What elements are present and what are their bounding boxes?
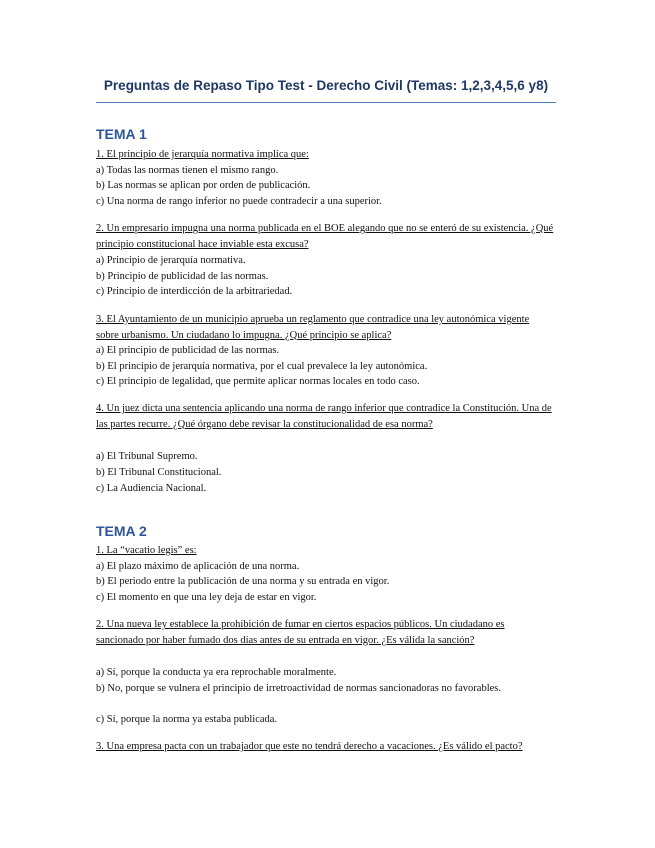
tema1-question-2: 2. Un empresario impugna una norma publicada en el BOE alegando que no se enteró de su existencia. ¿Qué principio constitucional hace inviable esta excusa? — [96, 223, 554, 250]
title-divider — [96, 102, 556, 103]
tema2-q2-option-c: c) Sí, porque la norma ya estaba publicada. — [96, 714, 278, 725]
tema2-question-2: 2. Una nueva ley establece la prohibición de fumar en ciertos espacios públicos. Un ciudadano es sancionado por haber fumado dos días antes de su entrada en vigor. ¿Es válida la sanción? — [96, 619, 505, 646]
document-title: Preguntas de Repaso Tipo Test - Derecho Civil (Temas: 1,2,3,4,5,6 y8) — [103, 78, 549, 93]
tema1-q1-option-b: b) Las normas se aplican por orden de publicación. — [96, 180, 311, 191]
tema2-q2-option-a: a) Sí, porque la conducta ya era reprochable moralmente. — [96, 667, 337, 678]
tema1-question-4: 4. Un juez dicta una sentencia aplicando una norma de rango inferior que contradice la Constitución. Una de las partes recurre. ¿Qué órgano debe revisar la constitucionalidad de esa norma? — [96, 403, 552, 430]
tema1-question-1: 1. El principio de jerarquía normativa implica que: — [96, 149, 309, 160]
tema1-q1-option-a: a) Todas las normas tienen el mismo rango. — [96, 165, 279, 176]
tema1-q3-option-c: c) El principio de legalidad, que permite aplicar normas locales en todo caso. — [96, 376, 420, 387]
tema2-question-3: 3. Una empresa pacta con un trabajador que este no tendrá derecho a vacaciones. ¿Es válido el pacto? — [96, 741, 523, 752]
tema2-q1-option-b: b) El periodo entre la publicación de una norma y su entrada en vigor. — [96, 576, 390, 587]
tema1-q4-option-b: b) El Tribunal Constitucional. — [96, 467, 222, 478]
tema1-q2-option-c: c) Principio de interdicción de la arbitrariedad. — [96, 286, 293, 297]
tema2-q2-option-b: b) No, porque se vulnera el principio de irretroactividad de normas sancionadoras no favorables. — [96, 683, 501, 694]
tema-1-heading: TEMA 1 — [96, 126, 147, 142]
tema1-q4-option-a: a) El Tribunal Supremo. — [96, 451, 198, 462]
tema1-q4-option-c: c) La Audiencia Nacional. — [96, 483, 207, 494]
tema1-q1-option-c: c) Una norma de rango inferior no puede contradecir a una superior. — [96, 196, 382, 207]
tema1-q3-option-a: a) El principio de publicidad de las normas. — [96, 345, 280, 356]
tema2-question-1: 1. La “vacatio legis” es: — [96, 545, 197, 556]
tema2-q1-option-a: a) El plazo máximo de aplicación de una norma. — [96, 561, 300, 572]
tema1-q2-option-b: b) Principio de publicidad de las normas. — [96, 271, 269, 282]
tema1-q3-option-b: b) El principio de jerarquía normativa, por el cual prevalece la ley autonómica. — [96, 361, 428, 372]
tema-2-heading: TEMA 2 — [96, 523, 147, 539]
tema1-q2-option-a: a) Principio de jerarquía normativa. — [96, 255, 246, 266]
tema2-q1-option-c: c) El momento en que una ley deja de estar en vigor. — [96, 592, 317, 603]
tema1-question-3: 3. El Ayuntamiento de un municipio aprueba un reglamento que contradice una ley autonómica vigente sobre urbanismo. Un ciudadano lo impugna. ¿Qué principio se aplica? — [96, 314, 530, 341]
